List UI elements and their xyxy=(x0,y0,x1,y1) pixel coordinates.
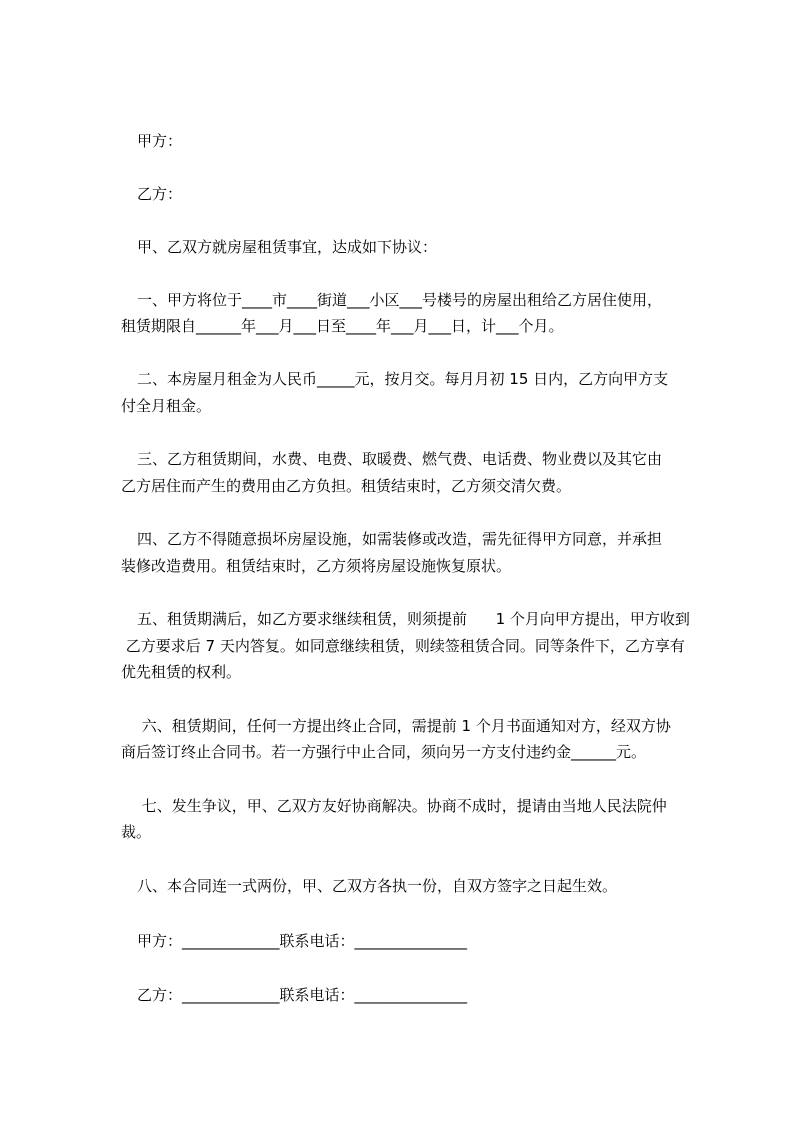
clause-2-line-1: 二、本房屋月租金为人民币_____元，按月交。每月月初 15 日内，乙方向甲方支 xyxy=(137,370,669,388)
clause-1-line-1: 一、甲方将位于____市____街道___小区___号楼号的房屋出租给乙方居住使用， xyxy=(137,291,663,309)
clause-6-line-1: 六、租赁期间，任何一方提出终止合同，需提前 1 个月书面通知对方，经双方协 xyxy=(137,717,671,735)
clause-7-line-2: 裁。 xyxy=(121,823,152,841)
clause-2-line-2: 付全月租金。 xyxy=(121,397,212,415)
signature-party-a: 甲方：_____________联系电话：_______________ xyxy=(137,932,468,950)
clause-1-line-2: 租赁期限自______年___月___日至____年___月___日，计___个月。 xyxy=(121,317,564,335)
intro-text: 甲、乙双方就房屋租赁事宜，达成如下协议： xyxy=(137,238,438,256)
clause-5-line-1: 五、租赁期满后，如乙方要求继续租赁，则须提前 1 个月向甲方提出，甲方收到 xyxy=(137,610,690,628)
clause-4-line-1: 四、乙方不得随意损坏房屋设施，如需装修或改造，需先征得甲方同意，并承担 xyxy=(137,530,663,548)
clause-3-line-2: 乙方居住而产生的费用由乙方负担。租赁结束时，乙方须交清欠费。 xyxy=(121,477,572,495)
party-a-label: 甲方： xyxy=(137,132,183,150)
clause-5-line-2: 乙方要求后 7 天内答复。如同意继续租赁，则续签租赁合同。同等条件下，乙方享有 xyxy=(121,637,685,655)
clause-8: 八、本合同连一式两份，甲、乙双方各执一份，自双方签字之日起生效。 xyxy=(137,877,618,895)
clause-3-line-1: 三、乙方租赁期间，水费、电费、取暖费、燃气费、电话费、物业费以及其它由 xyxy=(137,450,663,468)
clause-6-line-2: 商后签订终止合同书。若一方强行中止合同，须向另一方支付违约金______元。 xyxy=(121,743,647,761)
signature-party-b: 乙方：_____________联系电话：_______________ xyxy=(137,986,468,1004)
clause-7-line-1: 七、发生争议，甲、乙双方友好协商解决。协商不成时，提请由当地人民法院仲 xyxy=(137,797,667,815)
clause-4-line-2: 装修改造费用。租赁结束时，乙方须将房屋设施恢复原状。 xyxy=(121,557,512,575)
clause-5-line-3: 优先租赁的权利。 xyxy=(121,663,242,681)
party-b-label: 乙方： xyxy=(137,185,183,203)
